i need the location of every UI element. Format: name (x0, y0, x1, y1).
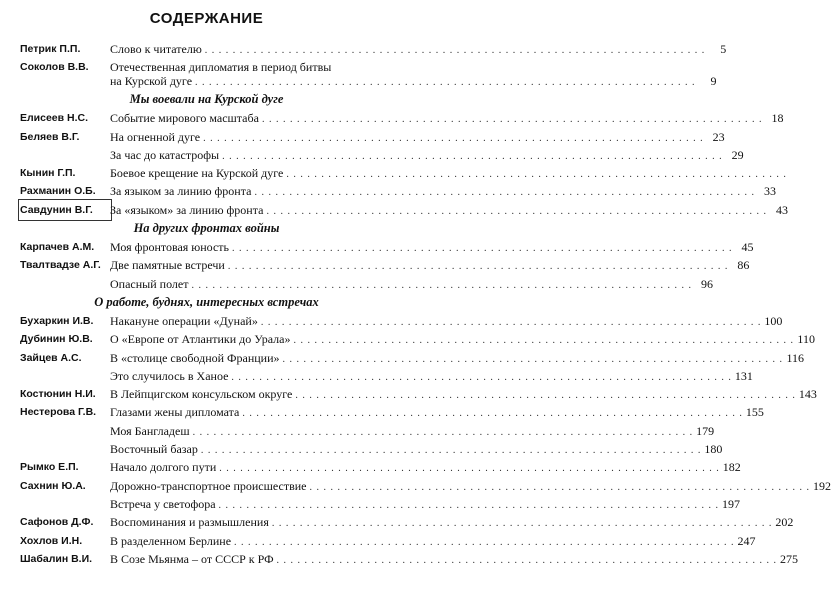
toc-entry[interactable] (0, 109, 784, 127)
entry-title: Глазами жены дипломата (110, 405, 240, 420)
entry-title: Восточный базар (110, 442, 198, 457)
entry-page-number: 33 (763, 184, 776, 199)
dot-leader: . . . . . . . . . . . . . . . . . . . . . . . . . . . . . . . . . . . . . . . . . . . . . . . . . . . . . . . . . . . . . . . . . . . . . . . . (222, 150, 723, 162)
entry-page-number: 179 (696, 423, 715, 438)
dot-leader: . . . . . . . . . . . . . . . . . . . . . . . . . . . . . . . . . . . . . . . . . . . . . . . . . . . . . . . . . . . . . . . . . . . . . . . . (218, 499, 720, 511)
entry-title: Начало долгого пути (110, 460, 217, 475)
entry-title: Две памятные встречи (110, 258, 225, 273)
entry-page-number: 247 (737, 533, 756, 548)
dot-leader: . . . . . . . . . . . . . . . . . . . . . . . . . . . . . . . . . . . . . . . . . . . . . . . . . . . . . . . . . . . . . . . . . . . . . . . . (204, 45, 706, 56)
dot-leader: . . . . . . . . . . . . . . . . . . . . . . . . . . . . . . . . . . . . . . . . . . . . . . . . . . . . . . . . . . . . . . . . . . . . . . . . (282, 353, 784, 365)
dot-leader: . . . . . . . . . . . . . . . . . . . . . . . . . . . . . . . . . . . . . . . . . . . . . . . . . . . . . . . . . . . . . . . . . . . . . . . . (232, 243, 733, 255)
entry-title: Опасный полет (110, 276, 189, 291)
entry-author: Дубинин Ю.В. (20, 333, 93, 346)
dot-leader: . . . . . . . . . . . . . . . . . . . . . . . . . . . . . . . . . . . . . . . . . . . . . . . . . . . . . . . . . . . . . . . . . . . . . . . . (266, 205, 767, 217)
entry-title: За «языком» за линию фронта (110, 202, 264, 217)
entry-title: О «Европе от Атлантики до Урала» (110, 332, 291, 347)
dot-leader: . . . . . . . . . . . . . . . . . . . . . . . . . . . . . . . . . . . . . . . . . . . . . . . . . . . . . . . . . . . . . . . . . . . . . . . . (276, 554, 778, 566)
dot-leader: . . . . . . . . . . . . . . . . . . . . . . . . . . . . . . . . . . . . . . . . . . . . . . . . . . . . . . . . . . . . . . . . . . . . . . . . (293, 335, 794, 347)
entry-author: Рымко Е.П. (20, 461, 79, 474)
toc-entry[interactable] (0, 367, 753, 385)
entry-page-number: 155 (745, 405, 764, 420)
entry-page-number: 182 (722, 460, 741, 475)
entry-author: Сахнин Ю.А. (20, 479, 86, 492)
dot-leader: . . . . . . . . . . . . . . . . . . . . . . . . . . . . . . . . . . . . . . . . . . . . . . . . . . . . . . . . . . . . . . . . . . . . . . . . (219, 463, 720, 475)
toc-entry[interactable] (0, 349, 805, 367)
entry-title: Событие мирового масштаба (110, 111, 259, 126)
page-title: СОДЕРЖАНИЕ (149, 10, 264, 27)
entry-author: Бухаркин И.В. (20, 314, 94, 327)
entry-author: Савдунин В.Г. (20, 201, 110, 219)
entry-author: Хохлов И.Н. (20, 534, 83, 547)
dot-leader: . . . . . . . . . . . . . . . . . . . . . . . . . . . . . . . . . . . . . . . . . . . . . . . . . . . . . . . . . . . . . . . . . . . . . . . . (200, 445, 702, 457)
entry-title: Боевое крещение на Курской дуге (110, 166, 284, 181)
toc-entry[interactable] (0, 403, 764, 421)
dot-leader: . . . . . . . . . . . . . . . . . . . . . . . . . . . . . . . . . . . . . . . . . . . . . . . . . . . . . . . . . . . . . . . . . . . . . . . . (203, 132, 704, 144)
entry-author: Костюнин Н.И. (20, 388, 96, 401)
toc-entry[interactable] (0, 164, 787, 182)
entry-author: Зайцев А.С. (20, 351, 82, 364)
entry-title: На огненной дуге (110, 129, 201, 144)
entry-title: Моя Бангладеш (110, 423, 190, 438)
dot-leader: . . . . . . . . . . . . . . . . . . . . . . . . . . . . . . . . . . . . . . . . . . . . . . . . . . . . . . . . . . . . . . . . . . . . . . . . (309, 481, 810, 493)
toc-entry[interactable] (0, 40, 727, 58)
dot-leader: . . . . . . . . . . . . . . . . . . . . . . . . . . . . . . . . . . . . . . . . . . . . . . . . . . . . . . . . . . . . . . . . . . . . . . . . (231, 371, 732, 383)
dot-leader: . . . . . . . . . . . . . . . . . . . . . . . . . . . . . . . . . . . . . . . . . . . . . . . . . . . . . . . . . . . . . . . . . . . . . . . . (242, 408, 743, 420)
dot-leader: . . . . . . . . . . . . . . . . . . . . . . . . . . . . . . . . . . . . . . . . . . . . . . . . . . . . . . . . . . . . . . . . . . . . . . . . (271, 518, 773, 530)
entry-page-number: 43 (775, 202, 788, 217)
dot-leader: . . . . . . . . . . . . . . . . . . . . . . . . . . . . . . . . . . . . . . . . . . . . . . . . . . . . . . . . . . . . . . . . . . . . . . . . (261, 114, 763, 126)
entry-page-number: 100 (764, 313, 783, 328)
entry-title: В Лейпцигском консульском округе (110, 387, 293, 402)
toc-entry[interactable] (0, 238, 754, 256)
dot-leader: . . . . . . . . . . . . . . . . . . . . . . . . . . . . . . . . . . . . . . . . . . . . . . . . . . . . . . . . . . . . . . . . . . . . . . . . (254, 187, 755, 199)
entry-page-number: 116 (786, 350, 805, 365)
entry-title: В Созе Мьянма – от СССР к РФ (110, 551, 274, 566)
entry-author: Рахманин О.Б. (20, 185, 96, 198)
entry-title: Дорожно-транспортное происшествие (110, 478, 307, 493)
toc-entry[interactable] (0, 201, 788, 219)
dot-leader: . . . . . . . . . . . . . . . . . . . . . . . . . . . . . . . . . . . . . . . . . . . . . . . . . . . . . . . . . . . . . . . . . . . . . . . . (192, 426, 694, 438)
toc-entry[interactable] (0, 385, 817, 403)
entry-title: Встреча у светофора (110, 496, 216, 511)
entry-author: Нестерова Г.В. (20, 406, 97, 419)
entry-page-number: 202 (775, 515, 794, 530)
entry-author: Петрик П.П. (20, 43, 81, 55)
section-heading: О работе, буднях, интересных встречах (94, 294, 319, 309)
entry-page-number: 180 (704, 442, 723, 457)
entry-page-number: 110 (797, 332, 815, 347)
toc-entry[interactable] (0, 312, 783, 330)
section-heading: На других фронтах войны (133, 221, 280, 236)
entry-title: В «столице свободной Франции» (110, 350, 280, 365)
toc-entry[interactable] (0, 182, 776, 200)
entry-title: Накануне операции «Дунай» (110, 313, 258, 328)
entry-page-number: 131 (734, 368, 753, 383)
toc-entry[interactable] (0, 550, 799, 568)
toc-entry[interactable] (0, 422, 715, 440)
entry-title: Слово к читателю (110, 42, 202, 56)
toc-entry[interactable] (0, 58, 717, 90)
entry-author: Кынин Г.П. (20, 167, 76, 180)
entry-author: Елисеев Н.С. (20, 112, 89, 125)
entry-page-number: 275 (780, 551, 799, 566)
entry-author: Соколов В.В. (20, 61, 89, 74)
dot-leader: . . . . . . . . . . . . . . . . . . . . . . . . . . . . . . . . . . . . . . . . . . . . . . . . . . . . . . . . . . . . . . . . . . . . . . . . (260, 316, 762, 328)
toc-entry[interactable] (0, 513, 794, 531)
toc-entry[interactable] (0, 495, 741, 513)
entry-author: Сафонов Д.Ф. (20, 516, 94, 529)
toc-entry[interactable] (0, 477, 831, 495)
entry-page-number: 29 (731, 147, 744, 162)
entry-title: За час до катастрофы (110, 147, 220, 162)
entry-title: на Курской дуге (110, 74, 193, 89)
toc-entry[interactable] (0, 256, 750, 274)
toc-entry[interactable] (0, 330, 815, 348)
dot-leader: . . . . . . . . . . . . . . . . . . . . . . . . . . . . . . . . . . . . . . . . . . . . . . . . . . . . . . . . . . . . . . . . . . . . . . . . (227, 261, 729, 273)
dot-leader: . . . . . . . . . . . . . . . . . . . . . . . . . . . . . . . . . . . . . . . . . . . . . . . . . . . . . . . . . . . . . . . . . . . . . . . . (195, 77, 696, 89)
dot-leader: . . . . . . . . . . . . . . . . . . . . . . . . . . . . . . . . . . . . . . . . . . . . . . . . . . . . . . . . . . . . . . . . . . . . . . . . (234, 536, 735, 548)
entry-page-number: 18 (771, 111, 784, 126)
entry-page-number: 143 (798, 387, 817, 402)
entry-title-line1: Отечественная дипломатия в период битвы (110, 60, 332, 75)
toc-entry[interactable] (0, 128, 725, 146)
entry-page-number: 192 (812, 478, 831, 493)
entry-author: Беляев В.Г. (20, 130, 80, 143)
entry-page-number: 23 (712, 129, 725, 144)
toc-entry[interactable] (0, 275, 713, 293)
entry-page-number: 96 (700, 276, 713, 291)
table-of-contents (0, 40, 831, 568)
entry-page-number: 197 (722, 496, 741, 511)
entry-author: Карпачев А.М. (20, 241, 95, 254)
entry-page-number: 5 (720, 42, 727, 56)
toc-entry[interactable] (0, 440, 723, 458)
entry-page-number: 45 (741, 240, 754, 255)
dot-leader: . . . . . . . . . . . . . . . . . . . . . . . . . . . . . . . . . . . . . . . . . . . . . . . . . . . . . . . . . . . . . . . . . . . . . . . . (286, 169, 787, 181)
dot-leader: . . . . . . . . . . . . . . . . . . . . . . . . . . . . . . . . . . . . . . . . . . . . . . . . . . . . . . . . . . . . . . . . . . . . . . . . (191, 279, 692, 291)
toc-entry[interactable] (0, 532, 756, 550)
entry-page-number: 86 (737, 258, 750, 273)
entry-title: В разделенном Берлине (110, 533, 232, 548)
entry-title: Это случилось в Ханое (110, 368, 229, 383)
entry-title: Моя фронтовая юность (110, 240, 230, 255)
section-heading: Мы воевали на Курской дуге (129, 92, 284, 107)
toc-entry[interactable] (0, 458, 741, 476)
entry-author: Твалтвадзе А.Г. (20, 259, 101, 272)
entry-title: Воспоминания и размышления (110, 515, 269, 530)
entry-page-number: 9 (710, 74, 717, 89)
entry-author: Шабалин В.И. (20, 552, 93, 565)
entry-title: За языком за линию фронта (110, 184, 252, 199)
toc-entry[interactable] (0, 146, 744, 164)
dot-leader: . . . . . . . . . . . . . . . . . . . . . . . . . . . . . . . . . . . . . . . . . . . . . . . . . . . . . . . . . . . . . . . . . . . . . . . . (295, 390, 796, 402)
